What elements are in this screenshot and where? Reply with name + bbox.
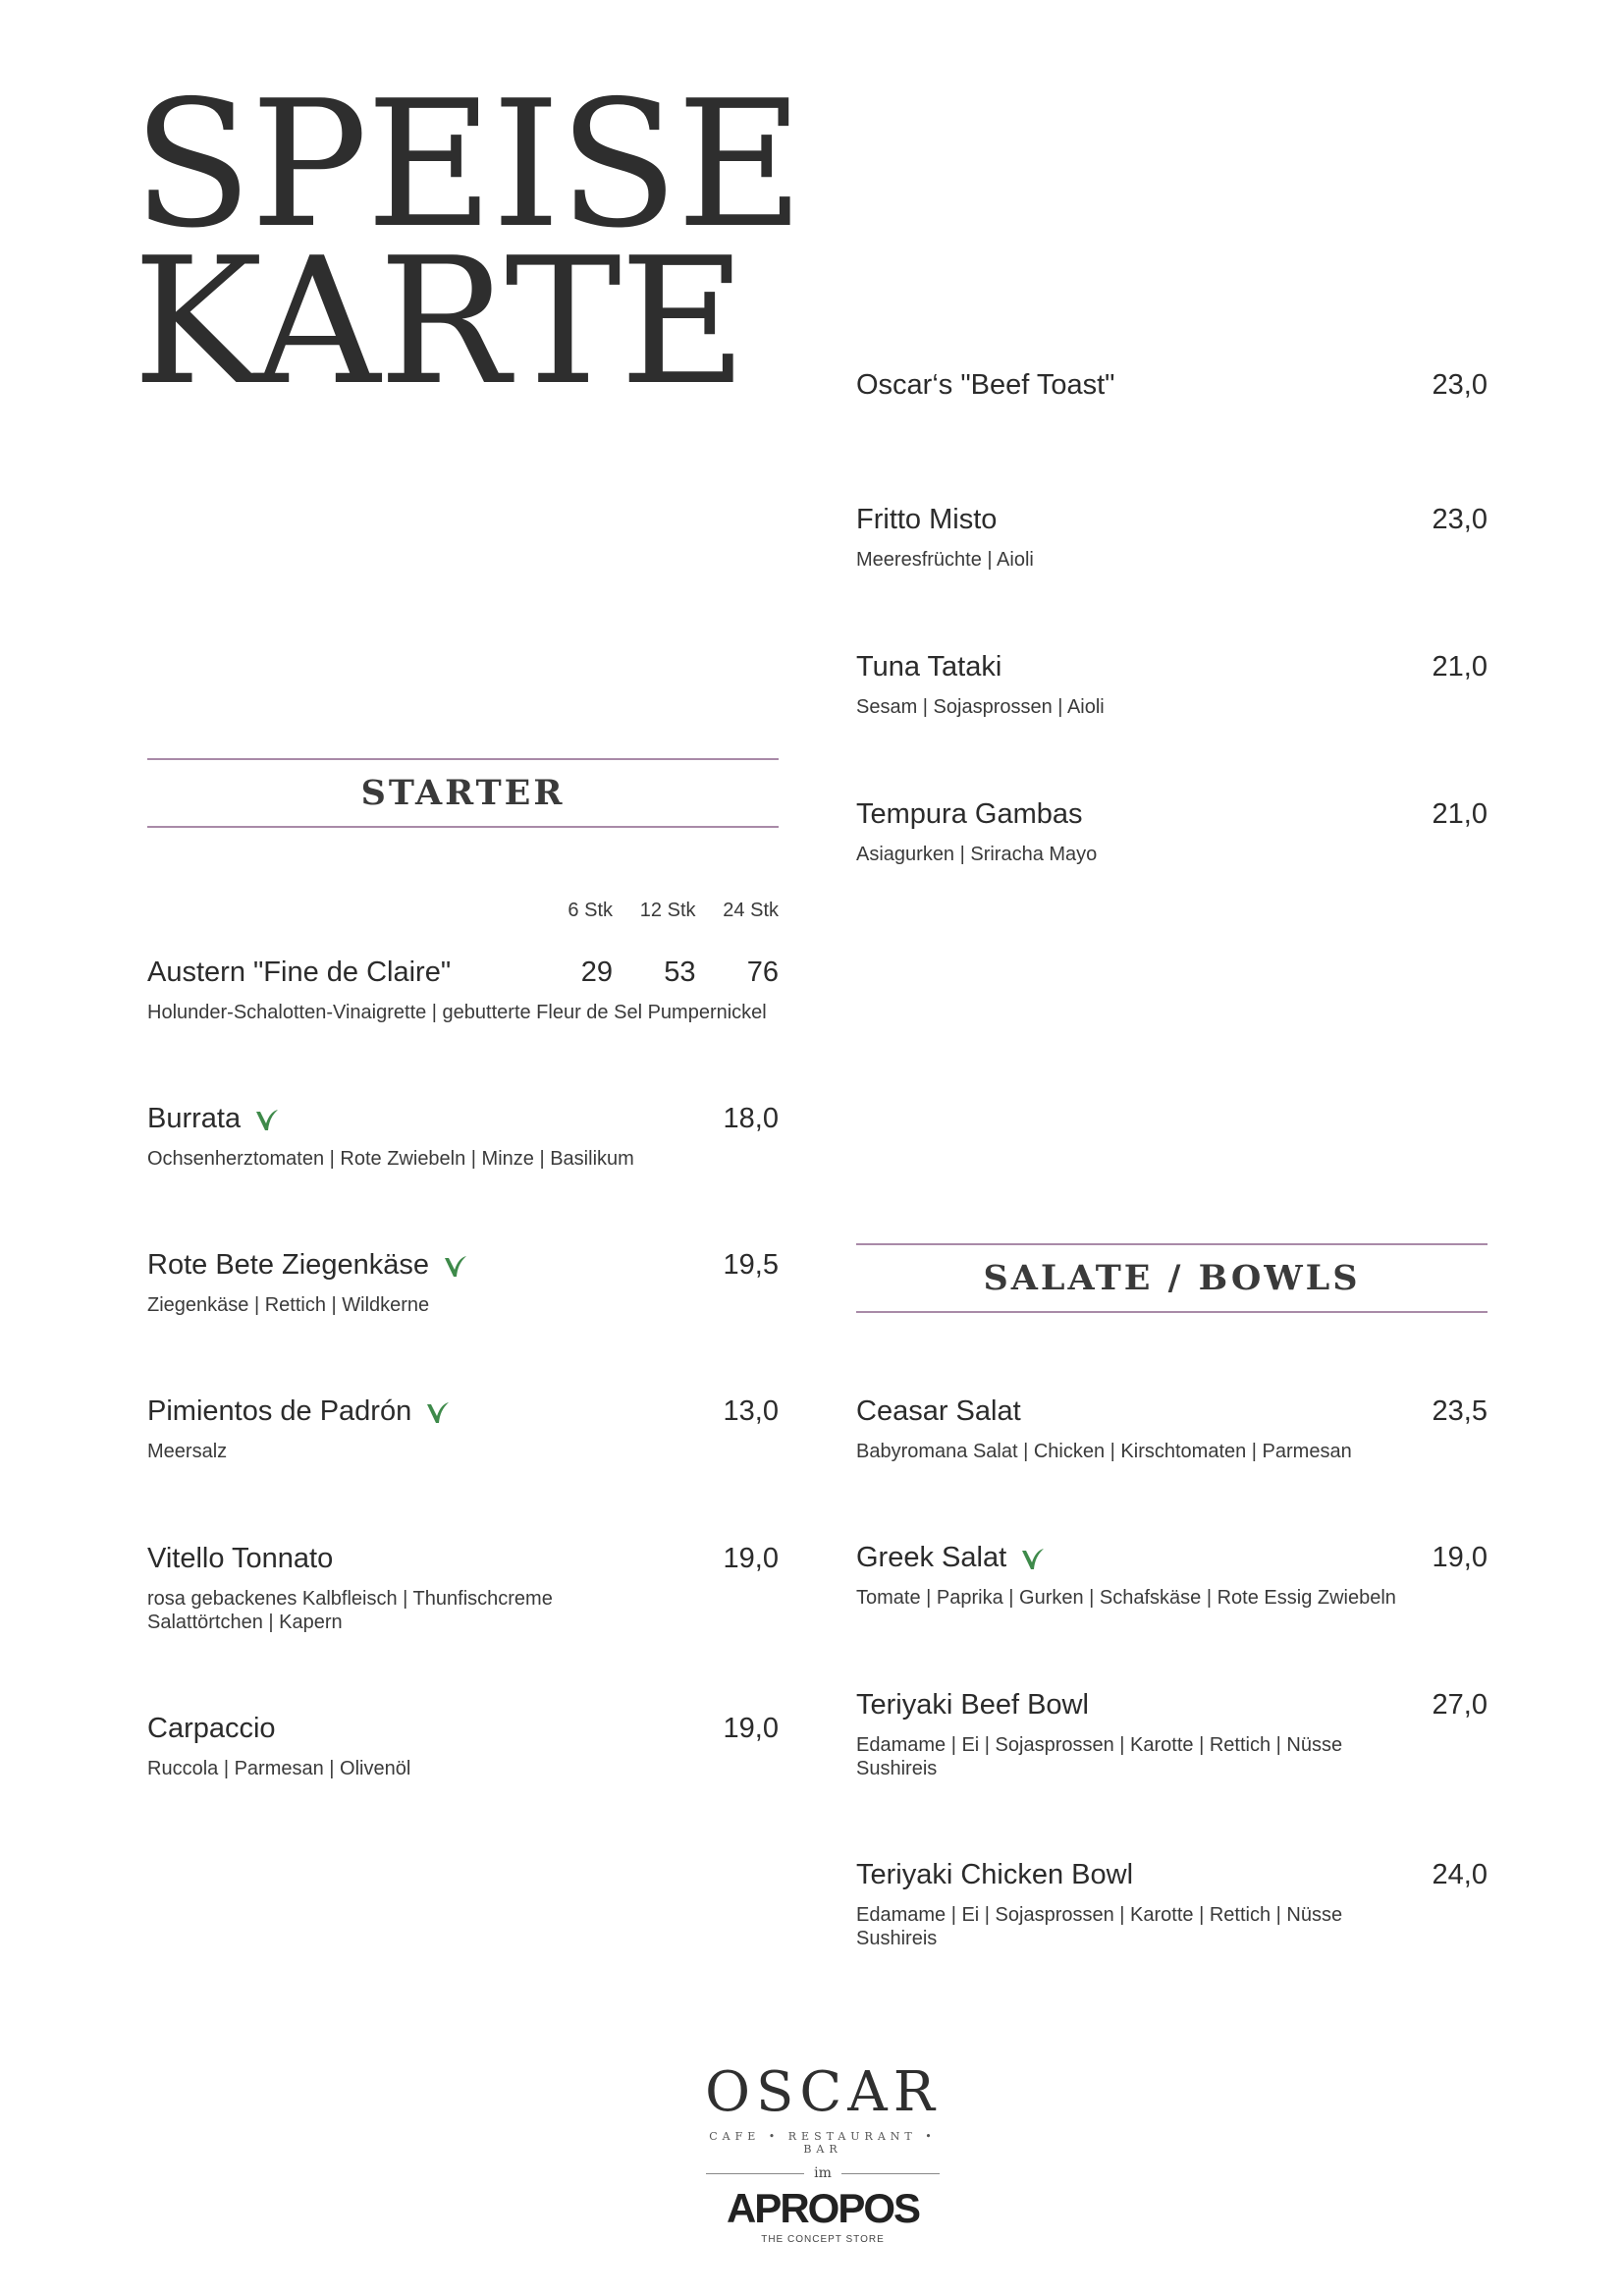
section-header-salate [856, 1243, 1488, 1313]
menu-item-carpaccio [147, 1713, 779, 1780]
logo-brand: OSCAR [705, 2060, 941, 2124]
logo-tagline: CAFE • RESTAURANT • BAR [709, 2130, 937, 2156]
logo-partner-tagline: THE CONCEPT STORE [761, 2234, 885, 2245]
item-description: Holunder-Schalotten-Vinaigrette | gebutterte Fleur de Sel Pumpernickel [147, 1002, 767, 1023]
menu-item-beef-toast [856, 369, 1488, 402]
item-name: Burrata [147, 1103, 242, 1134]
item-name-wrap [147, 1395, 451, 1428]
leaf-v-icon [254, 1106, 280, 1133]
item-description [856, 1733, 1488, 1780]
menu-item-teriyaki-chicken [856, 1859, 1488, 1950]
menu-item-vitello [147, 1543, 779, 1634]
restaurant-logo [700, 2048, 946, 2269]
desc-line-1: Edamame | Ei | Sojasprossen | Karotte | Rettich | Nüsse [856, 1734, 1343, 1756]
title-line-2: KARTE [133, 220, 745, 423]
item-description: Ruccola | Parmesan | Olivenöl [147, 1758, 411, 1779]
leaf-v-icon [443, 1252, 468, 1280]
desc-line-1: rosa gebackenes Kalbfleisch | Thunfischcreme [147, 1588, 553, 1610]
item-description [856, 1903, 1488, 1950]
item-name: Ceasar Salat [856, 1395, 1021, 1427]
menu-item-teriyaki-beef [856, 1689, 1488, 1780]
oyster-size-headers [530, 900, 779, 922]
logo-connector-row [700, 2165, 946, 2181]
item-name: Vitello Tonnato [147, 1543, 334, 1574]
size-header-12: 12 Stk [639, 900, 696, 921]
logo-partner: APROPOS [726, 2185, 920, 2231]
leaf-v-icon [425, 1398, 451, 1426]
menu-item-pimientos [147, 1395, 779, 1463]
item-name: Rote Bete Ziegenkäse [147, 1249, 429, 1281]
item-name: Fritto Misto [856, 504, 998, 535]
item-description: Ochsenherztomaten | Rote Zwiebeln | Minze | Basilikum [147, 1148, 634, 1170]
item-description: Meeresfrüchte | Aioli [856, 549, 1034, 571]
logo-divider-right [841, 2173, 940, 2174]
item-price: 13,0 [723, 1395, 779, 1427]
item-name: Tuna Tataki [856, 651, 1002, 683]
leaf-v-icon [1020, 1545, 1046, 1572]
item-name: Oscar‘s "Beef Toast" [856, 369, 1115, 401]
section-title: SALATE / BOWLS [983, 1258, 1361, 1298]
item-price: 19,0 [723, 1543, 779, 1574]
item-description: Meersalz [147, 1441, 228, 1462]
item-name-wrap [147, 1103, 280, 1135]
item-price: 23,0 [1432, 504, 1488, 535]
price-24: 76 [746, 957, 779, 988]
item-name: Teriyaki Beef Bowl [856, 1689, 1089, 1721]
page-title [133, 63, 802, 423]
item-description: Sesam | Sojasprossen | Aioli [856, 696, 1105, 718]
item-name: Austern "Fine de Claire" [147, 957, 452, 988]
item-name: Pimientos de Padrón [147, 1395, 412, 1427]
desc-line-2: Salattörtchen | Kapern [147, 1612, 343, 1633]
size-header-24: 24 Stk [723, 900, 779, 921]
price-12: 53 [664, 957, 696, 988]
item-price: 23,0 [1432, 369, 1488, 401]
desc-line-2: Sushireis [856, 1928, 938, 1949]
menu-item-tuna-tataki [856, 651, 1488, 719]
item-price: 27,0 [1432, 1689, 1488, 1721]
item-name-wrap [856, 1542, 1046, 1574]
price-6: 29 [580, 957, 613, 988]
item-price: 18,0 [723, 1103, 779, 1134]
menu-item-tempura-gambas [856, 798, 1488, 866]
menu-item-greek-salat [856, 1542, 1488, 1610]
item-description [147, 1587, 779, 1634]
logo-divider-left [706, 2173, 804, 2174]
item-description: Asiagurken | Sriracha Mayo [856, 844, 1098, 865]
item-price: 21,0 [1432, 651, 1488, 683]
item-description: Ziegenkäse | Rettich | Wildkerne [147, 1294, 430, 1316]
size-header-6: 6 Stk [568, 900, 613, 921]
desc-line-2: Sushireis [856, 1758, 938, 1779]
oyster-prices [530, 957, 779, 989]
menu-item-austern [147, 957, 779, 1024]
menu-item-rote-bete [147, 1249, 779, 1317]
item-name: Tempura Gambas [856, 798, 1083, 830]
item-name: Greek Salat [856, 1542, 1007, 1573]
item-price: 24,0 [1432, 1859, 1488, 1890]
item-description: Tomate | Paprika | Gurken | Schafskäse | Rote Essig Zwiebeln [856, 1587, 1396, 1609]
item-description: Babyromana Salat | Chicken | Kirschtomaten | Parmesan [856, 1441, 1352, 1462]
menu-item-fritto-misto [856, 504, 1488, 572]
item-name: Teriyaki Chicken Bowl [856, 1859, 1134, 1890]
menu-item-ceasar-salat [856, 1395, 1488, 1463]
logo-connector: im [814, 2165, 832, 2181]
item-price: 21,0 [1432, 798, 1488, 830]
item-name: Carpaccio [147, 1713, 276, 1744]
section-title: STARTER [360, 773, 566, 813]
item-price: 19,5 [723, 1249, 779, 1281]
title-line-1: SPEISE [133, 63, 802, 266]
item-price: 19,0 [1432, 1542, 1488, 1573]
desc-line-1: Edamame | Ei | Sojasprossen | Karotte | Rettich | Nüsse [856, 1904, 1343, 1926]
menu-item-burrata [147, 1103, 779, 1171]
item-price: 23,5 [1432, 1395, 1488, 1427]
item-price: 19,0 [723, 1713, 779, 1744]
item-name-wrap [147, 1249, 468, 1282]
section-header-starter [147, 758, 779, 828]
